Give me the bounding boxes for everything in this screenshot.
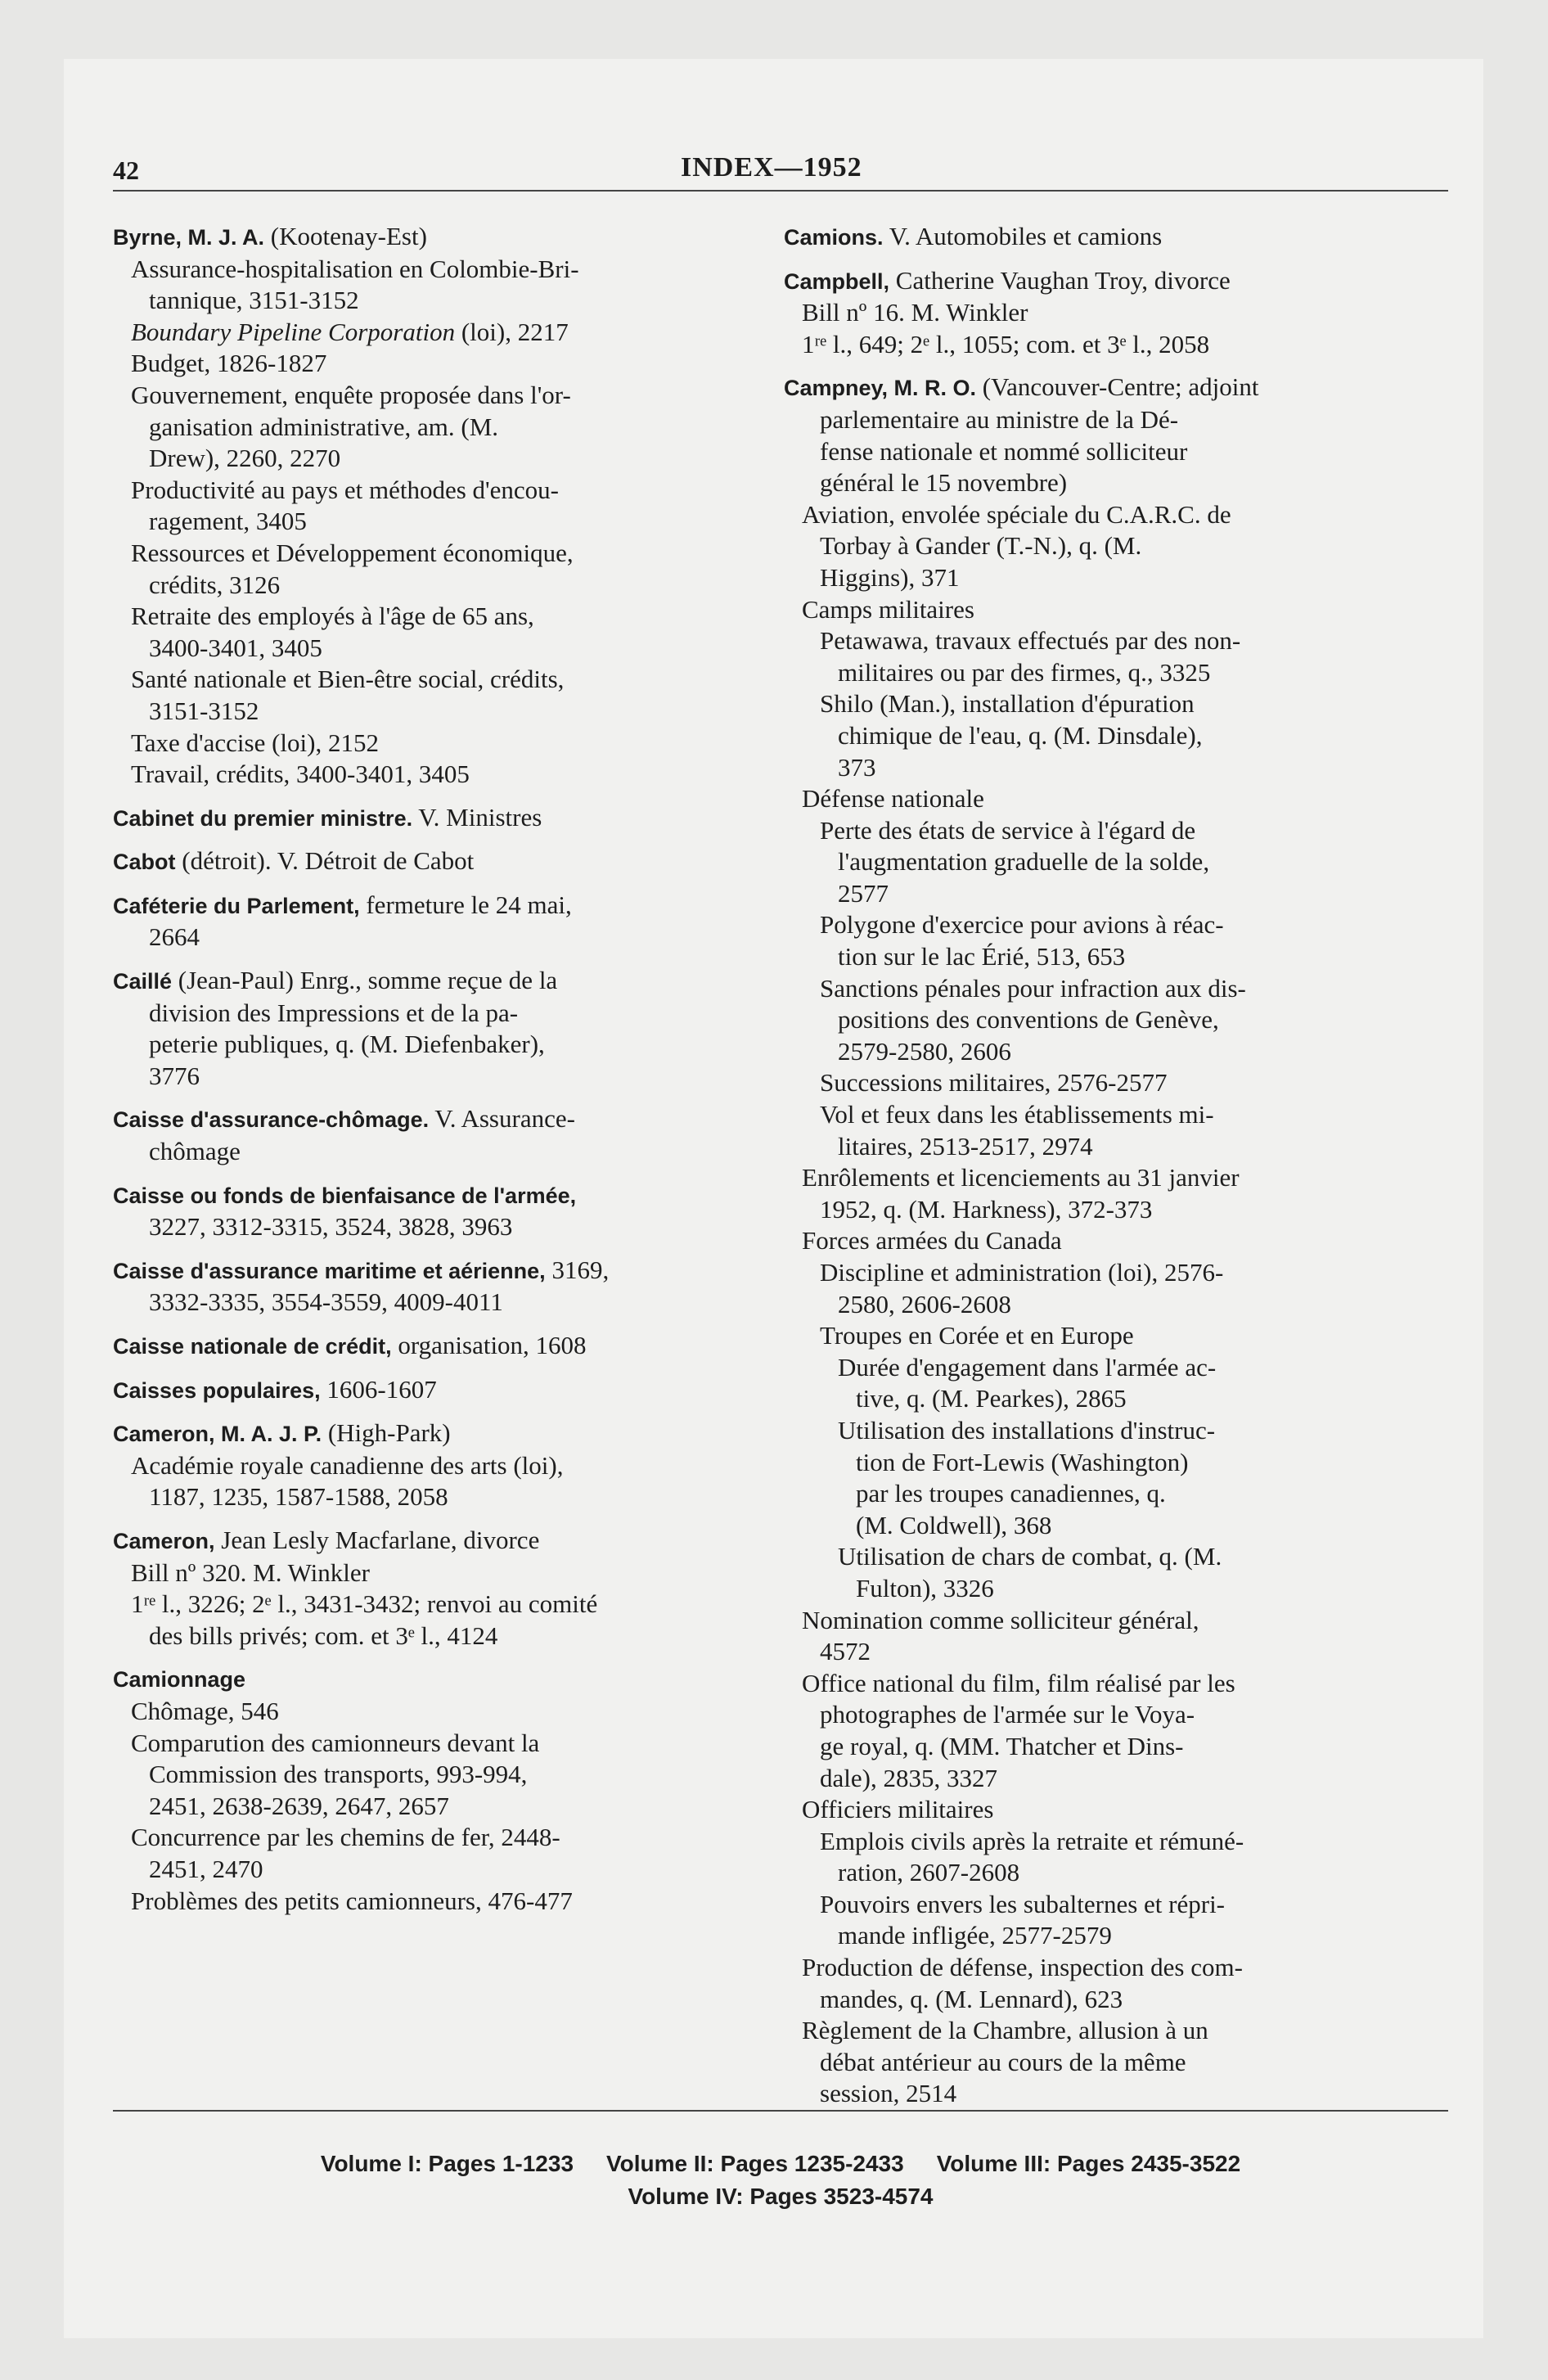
header-rule <box>113 190 1448 192</box>
index-line: (M. Coldwell), 368 <box>856 1510 1052 1539</box>
index-line: chômage <box>149 1137 241 1166</box>
index-entry <box>113 1663 767 1917</box>
index-line: Petawawa, travaux effectués par des non- <box>820 626 1241 656</box>
index-line: chimique de l'eau, q. (M. Dinsdale), <box>838 720 1203 750</box>
index-line: Santé nationale et Bien-être social, crédits, <box>131 665 565 694</box>
index-line: ganisation administrative, am. (M. <box>149 412 499 441</box>
index-line: 2451, 2638-2639, 2647, 2657 <box>149 1791 449 1820</box>
index-line: parlementaire au ministre de la Dé- <box>820 404 1179 434</box>
index-line: 1187, 1235, 1587-1588, 2058 <box>149 1482 448 1512</box>
index-line: Vol et feux dans les établissements mi- <box>820 1100 1214 1129</box>
index-line: l'augmentation graduelle de la solde, <box>838 847 1210 877</box>
index-entry <box>113 1255 767 1318</box>
index-line: Office national du film, film réalisé par les <box>802 1668 1235 1697</box>
footer-volumes-line-2 <box>113 2184 1448 2210</box>
index-line: ge royal, q. (MM. Thatcher et Dins- <box>820 1731 1184 1760</box>
index-line: dale), 2835, 3327 <box>820 1763 997 1792</box>
index-entry <box>113 1179 767 1243</box>
index-line: Discipline et administration (loi), 2576- <box>820 1258 1224 1287</box>
index-line: Bill nº 320. M. Winkler <box>131 1557 370 1587</box>
index-line: Utilisation des installations d'instruc- <box>838 1415 1216 1445</box>
index-entry <box>113 1418 767 1513</box>
index-line: Cabot (détroit). V. Détroit de Cabot <box>113 846 475 876</box>
index-line <box>113 1663 767 1696</box>
index-line: Ressources et Développement économique, <box>131 538 574 567</box>
index-line: Productivité au pays et méthodes d'encou- <box>131 475 559 504</box>
index-line: Budget, 1826-1827 <box>131 349 327 378</box>
left-column <box>113 221 767 1928</box>
index-line: Camps militaires <box>802 594 974 624</box>
headword: Caillé <box>113 969 173 994</box>
index-line: débat antérieur au cours de la même <box>820 2047 1186 2076</box>
headword: Caféterie du Parlement, <box>113 893 360 918</box>
footer-volume-3: Volume III: Pages 2435-3522 <box>936 2151 1241 2176</box>
index-line: peterie publiques, q. (M. Diefenbaker), <box>149 1030 545 1059</box>
footer-volume-4: Volume IV: Pages 3523-4574 <box>628 2184 934 2209</box>
footer-volume-2: Volume II: Pages 1235-2433 <box>606 2151 904 2176</box>
index-line: Concurrence par les chemins de fer, 2448- <box>131 1823 560 1852</box>
index-line: par les troupes canadiennes, q. <box>856 1479 1166 1508</box>
index-line: Polygone d'exercice pour avions à réac- <box>820 910 1224 940</box>
index-line: Gouvernement, enquête proposée dans l'or- <box>131 380 571 409</box>
index-line <box>113 1179 767 1212</box>
index-line: Caisse d'assurance maritime et aérienne, 3169, <box>113 1255 610 1284</box>
headword: Camions. <box>784 225 884 250</box>
index-line: litaires, 2513-2517, 2974 <box>838 1131 1093 1161</box>
index-line: Bill nº 16. M. Winkler <box>802 298 1028 327</box>
index-line: Caisse nationale de crédit, organisation, 1608 <box>113 1331 587 1359</box>
index-line: division des Impressions et de la pa- <box>149 998 519 1027</box>
index-line: 3332-3335, 3554-3559, 4009-4011 <box>149 1287 503 1317</box>
index-line: Défense nationale <box>802 784 984 814</box>
index-entry <box>113 1103 767 1167</box>
index-line: Règlement de la Chambre, allusion à un <box>802 2016 1208 2045</box>
page-number: 42 <box>113 156 139 185</box>
headword: Camionnage <box>113 1667 246 1693</box>
index-line: mandes, q. (M. Lennard), 623 <box>820 1984 1123 2013</box>
index-entry <box>113 802 767 835</box>
index-line: des bills privés; com. et 3ᵉ l., 4124 <box>149 1620 498 1650</box>
headword: Campney, M. R. O. <box>784 376 977 401</box>
index-line: ration, 2607-2608 <box>838 1858 1020 1887</box>
index-line: Sanctions pénales pour infraction aux dis- <box>820 973 1246 1003</box>
index-line: Shilo (Man.), installation d'épuration <box>820 689 1195 719</box>
headword: Cabinet du premier ministre. <box>113 805 413 831</box>
index-entry <box>113 845 767 878</box>
index-line: Fulton), 3326 <box>856 1573 994 1602</box>
index-line: Retraite des employés à l'âge de 65 ans, <box>131 602 534 631</box>
headword: Caisses populaires, <box>113 1377 321 1403</box>
index-line: 2451, 2470 <box>149 1854 263 1883</box>
index-entry <box>113 221 767 791</box>
headword: Caisse ou fonds de bienfaisance de l'armée, <box>113 1183 577 1208</box>
index-line: Problèmes des petits camionneurs, 476-477 <box>131 1886 573 1915</box>
right-column <box>784 221 1438 2121</box>
index-line: mande infligée, 2577-2579 <box>838 1921 1112 1950</box>
index-line: Drew), 2260, 2270 <box>149 444 341 473</box>
index-line: Higgins), 371 <box>820 562 960 592</box>
index-line: Byrne, M. J. A. (Kootenay-Est) <box>113 222 427 250</box>
index-entry <box>113 965 767 1092</box>
index-line: 3227, 3312-3315, 3524, 3828, 3963 <box>149 1212 513 1242</box>
index-line: Assurance-hospitalisation en Colombie-Bri- <box>131 254 579 283</box>
footer-rule <box>113 2110 1448 2112</box>
index-entry <box>784 265 1438 361</box>
index-entry <box>113 1330 767 1363</box>
index-line: 2664 <box>149 922 200 952</box>
footer-volume-1: Volume I: Pages 1-1233 <box>320 2151 574 2176</box>
index-entry <box>784 221 1438 254</box>
index-line: 2580, 2606-2608 <box>838 1289 1011 1318</box>
index-line: Perte des états de service à l'égard de <box>820 815 1196 845</box>
index-line: crédits, 3126 <box>149 570 281 599</box>
index-line: ragement, 3405 <box>149 507 307 536</box>
headword: Cabot <box>113 850 176 875</box>
index-line: Cameron, Jean Lesly Macfarlane, divorce <box>113 1525 540 1554</box>
headword: Cameron, M. A. J. P. <box>113 1422 322 1447</box>
headword: Campbell, <box>784 268 890 294</box>
index-line: session, 2514 <box>820 2079 957 2108</box>
index-line: Camions. V. Automobiles et camions <box>784 222 1163 250</box>
index-line: militaires ou par des firmes, q., 3325 <box>838 657 1211 687</box>
headword: Cameron, <box>113 1528 215 1553</box>
index-line: tive, q. (M. Pearkes), 2865 <box>856 1384 1127 1413</box>
index-line: positions des conventions de Genève, <box>838 1005 1219 1034</box>
index-line: Commission des transports, 993-994, <box>149 1760 528 1789</box>
index-line: Cabinet du premier ministre. V. Ministres <box>113 802 542 832</box>
index-line: Aviation, envolée spéciale du C.A.R.C. de <box>802 499 1231 529</box>
index-line: 2579-2580, 2606 <box>838 1036 1011 1066</box>
headword: Caisse d'assurance maritime et aérienne, <box>113 1258 546 1283</box>
index-line: fense nationale et nommé solliciteur <box>820 436 1188 466</box>
index-line: Torbay à Gander (T.-N.), q. (M. <box>820 531 1142 561</box>
index-line: Nomination comme solliciteur général, <box>802 1605 1199 1634</box>
index-line: tion sur le lac Érié, 513, 653 <box>838 942 1126 971</box>
index-line: 3400-3401, 3405 <box>149 633 322 662</box>
index-line: Successions militaires, 2576-2577 <box>820 1068 1168 1098</box>
index-line: Durée d'engagement dans l'armée ac- <box>838 1352 1217 1382</box>
index-line: tannique, 3151-3152 <box>149 286 359 315</box>
index-entry <box>113 890 767 953</box>
index-line: Emplois civils après la retraite et rémuné- <box>820 1826 1244 1855</box>
index-line: Caisse d'assurance-chômage. V. Assurance- <box>113 1104 575 1134</box>
index-line: Campbell, Catherine Vaughan Troy, divorce <box>784 265 1231 295</box>
index-line: 1ʳᵉ l., 649; 2ᵉ l., 1055; com. et 3ᵉ l., 2058 <box>802 329 1210 358</box>
headword: Caisse nationale de crédit, <box>113 1334 392 1359</box>
index-line: général le 15 novembre) <box>820 468 1068 498</box>
index-line: 2577 <box>838 878 889 908</box>
index-line: Chômage, 546 <box>131 1696 279 1725</box>
index-line: Caillé (Jean-Paul) Enrg., somme reçue de la <box>113 966 558 995</box>
footer-volumes-line-1 <box>113 2151 1448 2177</box>
index-line: 1ʳᵉ l., 3226; 2ᵉ l., 3431-3432; renvoi au comité <box>131 1589 598 1619</box>
headword: Byrne, M. J. A. <box>113 225 265 250</box>
index-entry <box>784 372 1438 2110</box>
index-line: Forces armées du Canada <box>802 1226 1062 1255</box>
index-line: Production de défense, inspection des com- <box>802 1953 1243 1982</box>
index-entry <box>113 1374 767 1407</box>
index-line: Boundary Pipeline Corporation (loi), 2217 <box>131 317 569 346</box>
index-line: 3151-3152 <box>149 696 259 725</box>
index-line: 1952, q. (M. Harkness), 372-373 <box>820 1194 1153 1224</box>
index-line: 4572 <box>820 1637 871 1666</box>
page-title: INDEX—1952 <box>681 152 862 183</box>
index-line: tion de Fort-Lewis (Washington) <box>856 1447 1189 1476</box>
index-line: Caféterie du Parlement, fermeture le 24 mai, <box>113 890 572 919</box>
index-line: Enrôlements et licenciements au 31 janvier <box>802 1163 1240 1192</box>
headword: Caisse d'assurance-chômage. <box>113 1107 430 1133</box>
index-entry <box>113 1525 767 1652</box>
index-line: Utilisation de chars de combat, q. (M. <box>838 1542 1222 1571</box>
index-line: Troupes en Corée et en Europe <box>820 1321 1134 1350</box>
index-line: Pouvoirs envers les subalternes et répri- <box>820 1889 1226 1918</box>
index-line: photographes de l'armée sur le Voya- <box>820 1700 1195 1729</box>
index-line: Académie royale canadienne des arts (loi), <box>131 1450 564 1480</box>
index-line: Comparution des camionneurs devant la <box>131 1728 540 1757</box>
index-line: Officiers militaires <box>802 1795 994 1824</box>
index-line: 3776 <box>149 1061 200 1090</box>
index-line: Cameron, M. A. J. P. (High-Park) <box>113 1418 451 1448</box>
index-line: 373 <box>838 752 876 782</box>
index-line: Campney, M. R. O. (Vancouver-Centre; adjoint <box>784 372 1259 402</box>
index-line: Taxe d'accise (loi), 2152 <box>131 728 379 757</box>
index-line: Travail, crédits, 3400-3401, 3405 <box>131 760 470 789</box>
index-line: Caisses populaires, 1606-1607 <box>113 1374 437 1404</box>
